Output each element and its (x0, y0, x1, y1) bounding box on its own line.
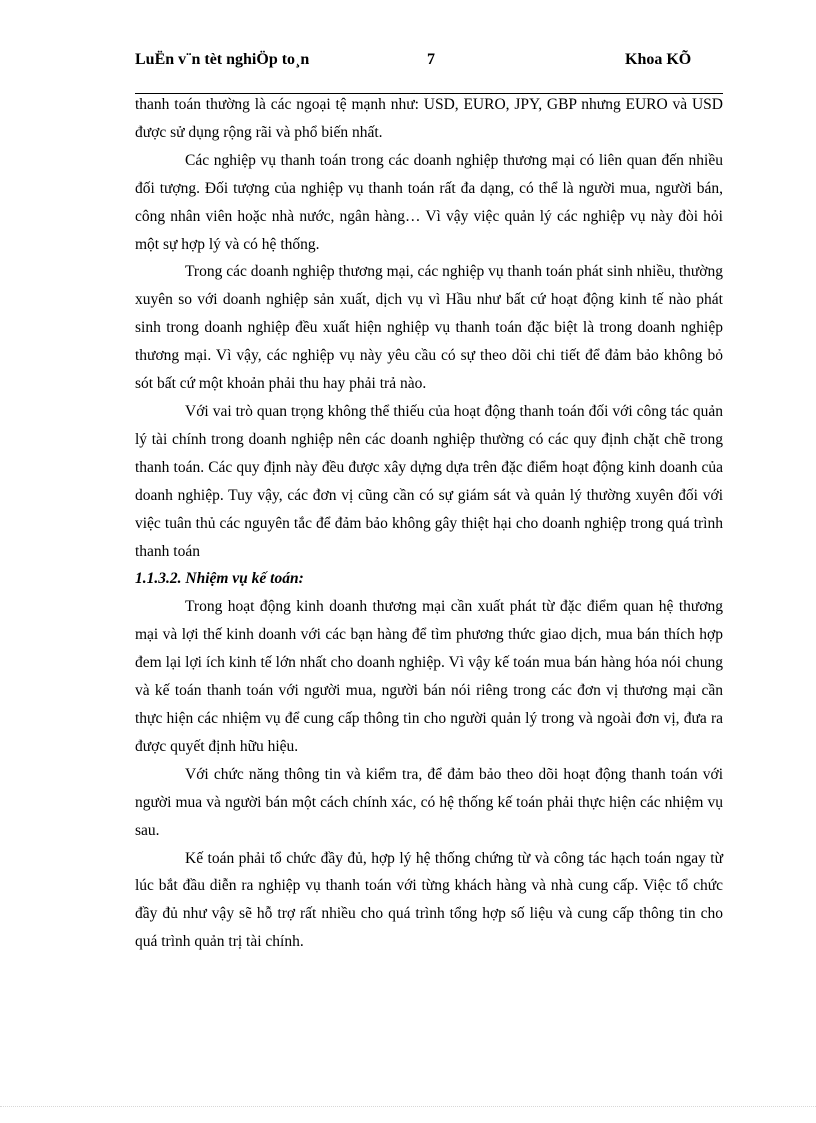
document-body (135, 91, 723, 956)
paragraph-business: Trong hoạt động kinh doanh thương mại cần xuất phát từ đặc điểm quan hệ thương mại và lợi thế kinh doanh với các bạn hàng để tìm phương thức giao dịch, mua bán thích hợp đem lại lợi ích kinh tế lớn nhất cho doanh nghiệp. Vì vậy kế toán mua bán hàng hóa nói chung và kế toán thanh toán với người mua, người bán nói riêng trong các đơn vị thương mại cần thực hiện các nhiệm vụ để cung cấp thông tin cho người quản lý trong và ngoài đơn vị, đưa ra được quyết định hữu hiệu. (135, 598, 723, 755)
page-header (135, 48, 723, 92)
paragraph-functions: Với chức năng thông tin và kiểm tra, để đảm bảo theo dõi hoạt động thanh toán với người mua và người bán một cách chính xác, có hệ thống kế toán phải thực hiện các nhiệm vụ sau. (135, 765, 723, 839)
page-bottom-border (0, 1106, 816, 1107)
paragraph-objects: Các nghiệp vụ thanh toán trong các doanh nghiệp thương mại có liên quan đến nhiều đối tượng. Đối tượng của nghiệp vụ thanh toán rất đa dạng, có thể là người mua, người bán, công nhân viên hoặc nhà nước, ngân hàng… Vì vậy việc quản lý các nghiệp vụ này đòi hỏi một sự hợp lý và có hệ thống. (135, 151, 723, 253)
paragraph-currency: thanh toán thường là các ngoại tệ mạnh như: USD, EURO, JPY, GBP nhưng EURO và USD được sử dụng rộng rãi và phổ biến nhất. (135, 96, 723, 141)
paragraph-frequency: Trong các doanh nghiệp thương mại, các nghiệp vụ thanh toán phát sinh nhiều, thường xuyên so với doanh nghiệp sản xuất, dịch vụ vì Hầu như bất cứ hoạt động kinh tế nào phát sinh trong doanh nghiệp đều xuất hiện nghiệp vụ thanh toán đặc biệt là trong doanh nghiệp thương mại. Vì vậy, các nghiệp vụ này yêu cầu có sự theo dõi chi tiết để đảm bảo không bỏ sót bất cứ một khoản phải thu hay phải trả nào. (135, 263, 723, 393)
paragraph-documents: Kế toán phải tổ chức đầy đủ, hợp lý hệ thống chứng từ và công tác hạch toán ngay từ lúc bắt đầu diễn ra nghiệp vụ thanh toán với từng khách hàng và nhà cung cấp. Việc tổ chức đầy đủ như vậy sẽ hỗ trợ rất nhiều cho quá trình tổng hợp số liệu và cung cấp thông tin cho quá trình quản trị tài chính. (135, 849, 723, 951)
header-thesis-title: LuËn v¨n tèt nghiÖp to¸n (135, 51, 310, 68)
paragraph-role: Với vai trò quan trọng không thể thiếu của hoạt động thanh toán đối với công tác quản lý tài chính trong doanh nghiệp nên các doanh nghiệp thường có các quy định chặt chẽ trong thanh toán. Các quy định này đều được xây dựng dựa trên đặc điểm hoạt động kinh doanh của doanh nghiệp. Tuy vậy, các đơn vị cũng cần có sự giám sát và quản lý thường xuyên đối với việc tuân thủ các nguyên tắc để đảm bảo không gây thiệt hại cho doanh nghiệp trong quá trình thanh toán (135, 402, 723, 560)
page-number: 7 (427, 51, 435, 68)
header-faculty: Khoa KÕ (625, 51, 692, 68)
section-heading: 1.1.3.2. Nhiệm vụ kế toán: (135, 570, 304, 588)
